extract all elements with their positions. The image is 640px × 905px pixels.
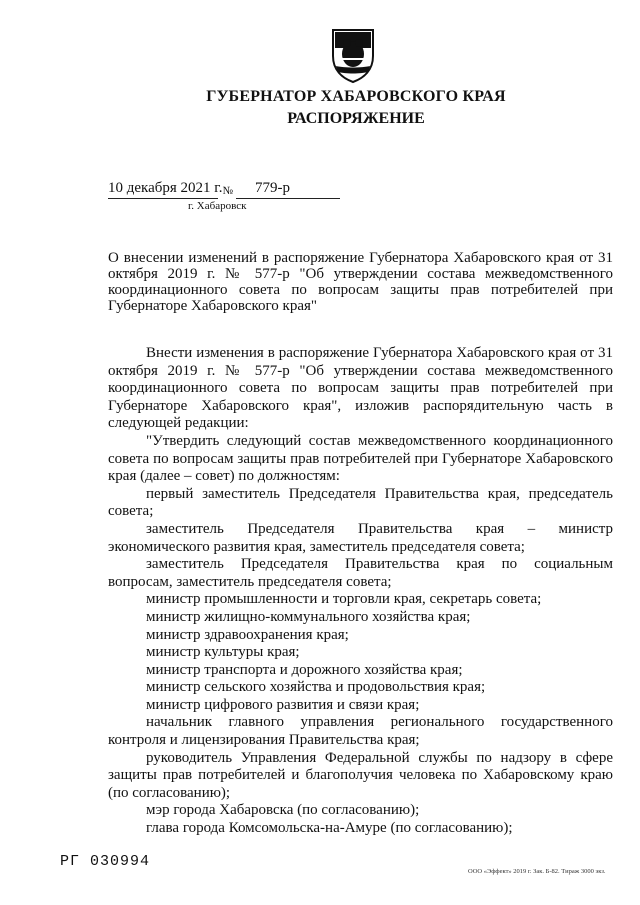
member-item: министр транспорта и дорожного хозяйства края; — [146, 661, 463, 678]
member-item: министр жилищно-коммунального хозяйства края; — [146, 608, 471, 625]
number-sign: № — [222, 185, 233, 197]
issuer-title: ГУБЕРНАТОР ХАБАРОВСКОГО КРАЯ — [206, 88, 506, 105]
city: г. Хабаровск — [188, 200, 247, 212]
document-subject: О внесении изменений в распоряжение Губернатора Хабаровского края от 31 октября 2019 г. № 577-р "Об утверждении состава межведомственного координационного совета по вопросам защиты прав потребителей при Губернаторе Хабаровского края" — [108, 250, 613, 314]
member-item: мэр города Хабаровска (по согласованию); — [146, 802, 420, 819]
member-item: глава города Комсомольска-на-Амуре (по согласованию); — [146, 820, 513, 837]
resolution-paragraph: "Утвердить следующий состав межведомственного координационного совета по вопросам защиты прав потребителей при Губернаторе Хабаровского края (далее – совет) по должностям: — [108, 432, 613, 485]
number-underline — [236, 198, 340, 199]
member-item: министр культуры края; — [146, 644, 300, 661]
document-type: РАСПОРЯЖЕНИЕ — [287, 110, 425, 127]
intro-paragraph: Внести изменения в распоряжение Губернатора Хабаровского края от 31 октября 2019 г. № 577-р "Об утверждении состава межведомственного координационного совета по вопросам защиты прав потребителей при Губернаторе Хабаровского края", изложив распорядительную часть в следующей редакции: — [108, 345, 613, 432]
member-item: заместитель Председателя Правительства края по социальным вопросам, заместитель председателя совета; — [108, 556, 613, 590]
member-item: министр здравоохранения края; — [146, 626, 349, 643]
member-item: министр цифрового развития и связи края; — [146, 696, 420, 713]
member-item: заместитель Председателя Правительства края – министр экономического развития края, заместитель председателя совета; — [108, 520, 613, 555]
document-date: 10 декабря 2021 г. — [108, 180, 223, 196]
printer-imprint: ООО «Эффект» 2019 г. Зак. Б-82. Тираж 3000 экз. — [468, 868, 606, 875]
document-body — [108, 345, 613, 838]
member-item: министр промышленности и торговли края, секретарь совета; — [146, 591, 542, 608]
date-number-line — [108, 180, 290, 197]
document-number: 779-р — [255, 180, 290, 196]
coat-of-arms-icon — [330, 26, 376, 84]
form-serial-number: РГ 030994 — [60, 853, 151, 870]
member-item: руководитель Управления Федеральной службы по надзору в сфере защиты прав потребителей и благополучия человека по Хабаровскому краю (по согласованию); — [108, 749, 613, 801]
member-item: министр сельского хозяйства и продовольствия края; — [146, 679, 486, 696]
member-item: начальник главного управления регионального государственного контроля и лицензирования Правительства края; — [108, 714, 613, 749]
date-underline — [108, 198, 218, 199]
member-item: первый заместитель Председателя Правительства края, председатель совета; — [108, 485, 613, 520]
